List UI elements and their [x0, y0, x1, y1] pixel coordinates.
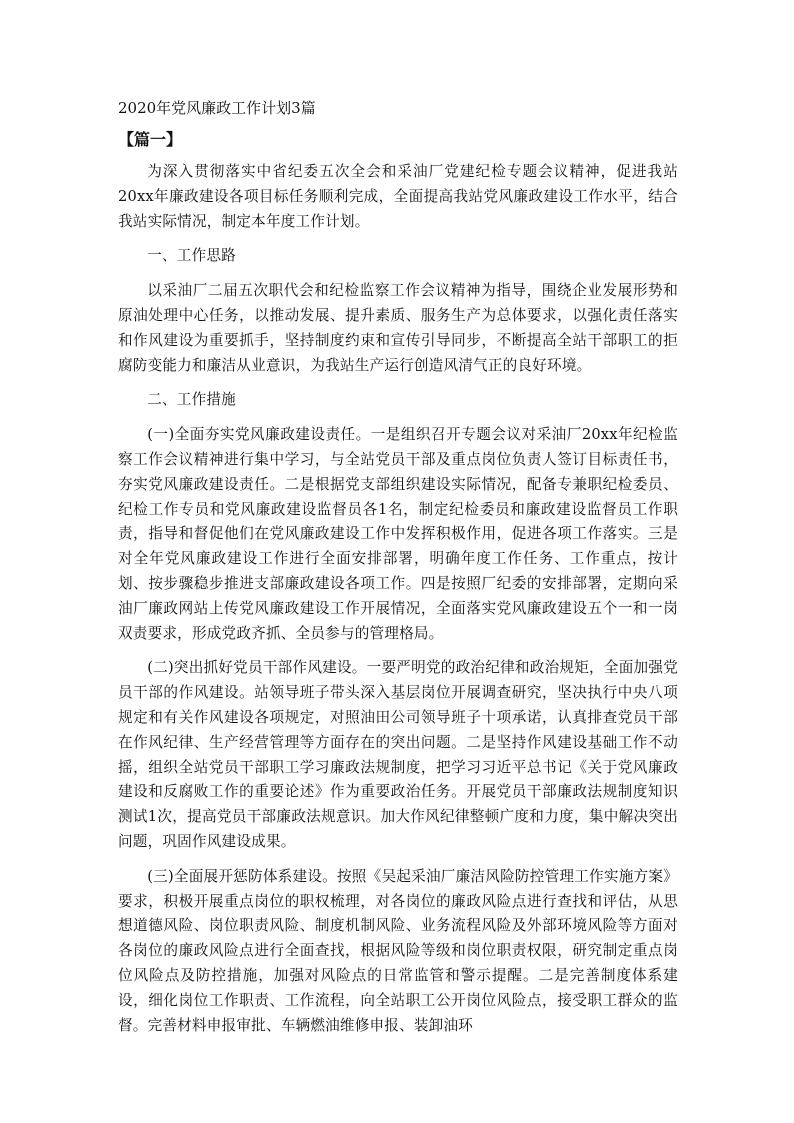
document-body [118, 160, 678, 1048]
work-ideas-heading: 一、工作思路 [147, 247, 236, 265]
work-measures-heading: 二、工作措施 [147, 391, 236, 409]
measure-1-paragraph: (一)全面夯实党风廉政建设责任。一是组织召开专题会议对采油厂20xx年纪检监察工作会议精神进行集中学习，与全站党员干部及重点岗位负责人签订目标责任书，夯实党风廉政建设责任。二是根据党支部组织建设实际情况，配备专兼职纪检委员、纪检工作专员和党风廉政建设监督员各1名，制定纪检委员和廉政建设监督员工作职责，指导和督促他们在党风廉政建设工作中发挥积极作用，促进各项工作落实。三是对全年党风廉政建设工作进行全面安排部署，明确年度工作任务、工作重点，按计划、按步骤稳步推进支部廉政建设各项工作。四是按照厂纪委的安排部署，定期向采油厂廉政网站上传党风廉政建设工作开展情况，全面落实党风廉政建设五个一和一岗双责要求，形成党政齐抓、全员参与的管理格局。 [118, 426, 678, 642]
document-title: 2020年党风廉政工作计划3篇 [118, 99, 316, 117]
measure-3-paragraph: (三)全面展开惩防体系建设。按照《吴起采油厂廉洁风险防控管理工作实施方案》要求，积极开展重点岗位的职权梳理，对各岗位的廉政风险点进行查找和评估，从思想道德风险、岗位职责风险、制度机制风险、业务流程风险及外部环境风险等方面对各岗位的廉政风险点进行全面查找，根据风险等级和岗位职责权限，研究制定重点岗位风险点及防控措施，加强对风险点的日常监管和警示提醒。二是完善制度体系建设，细化岗位工作职责、工作流程，向全站职工公开岗位风险点，接受职工群众的监督。完善材料申报审批、车辆燃油维修申报、装卸油环 [118, 867, 678, 1034]
work-ideas-paragraph: 以采油厂二届五次职代会和纪检监察工作会议精神为指导，围绕企业发展形势和原油处理中心任务，以推动发展、提升素质、服务生产为总体要求，以强化责任落实和作风建设为重要抓手，坚持制度约束和宣传引导同步，不断提高全站干部职工的拒腐防变能力和廉洁从业意识，为我站生产运行创造风清气正的良好环境。 [118, 282, 678, 374]
measure-2-paragraph: (二)突出抓好党员干部作风建设。一要严明党的政治纪律和政治规矩，全面加强党员干部的作风建设。站领导班子带头深入基层岗位开展调查研究，坚决执行中央八项规定和有关作风建设各项规定，对照油田公司领导班子十项承诺，认真排查党员干部在作风纪律、生产经营管理等方面存在的突出问题。二是坚持作风建设基础工作不动摇，组织全站党员干部职工学习廉政法规制度，把学习习近平总书记《关于党风廉政建设和反腐败工作的重要论述》作为重要政治任务。开展党员干部廉政法规制度知识测试1次，提高党员干部廉政法规意识。加大作风纪律整顿广度和力度，集中解决突出问题，巩固作风建设成果。 [118, 659, 678, 850]
section-heading: 【篇一】 [118, 130, 183, 149]
intro-paragraph: 为深入贯彻落实中省纪委五次全会和采油厂党建纪检专题会议精神，促进我站20xx年廉政建设各项目标任务顺利完成，全面提高我站党风廉政建设工作水平，结合我站实际情况，制定本年度工作计划。 [118, 163, 678, 230]
